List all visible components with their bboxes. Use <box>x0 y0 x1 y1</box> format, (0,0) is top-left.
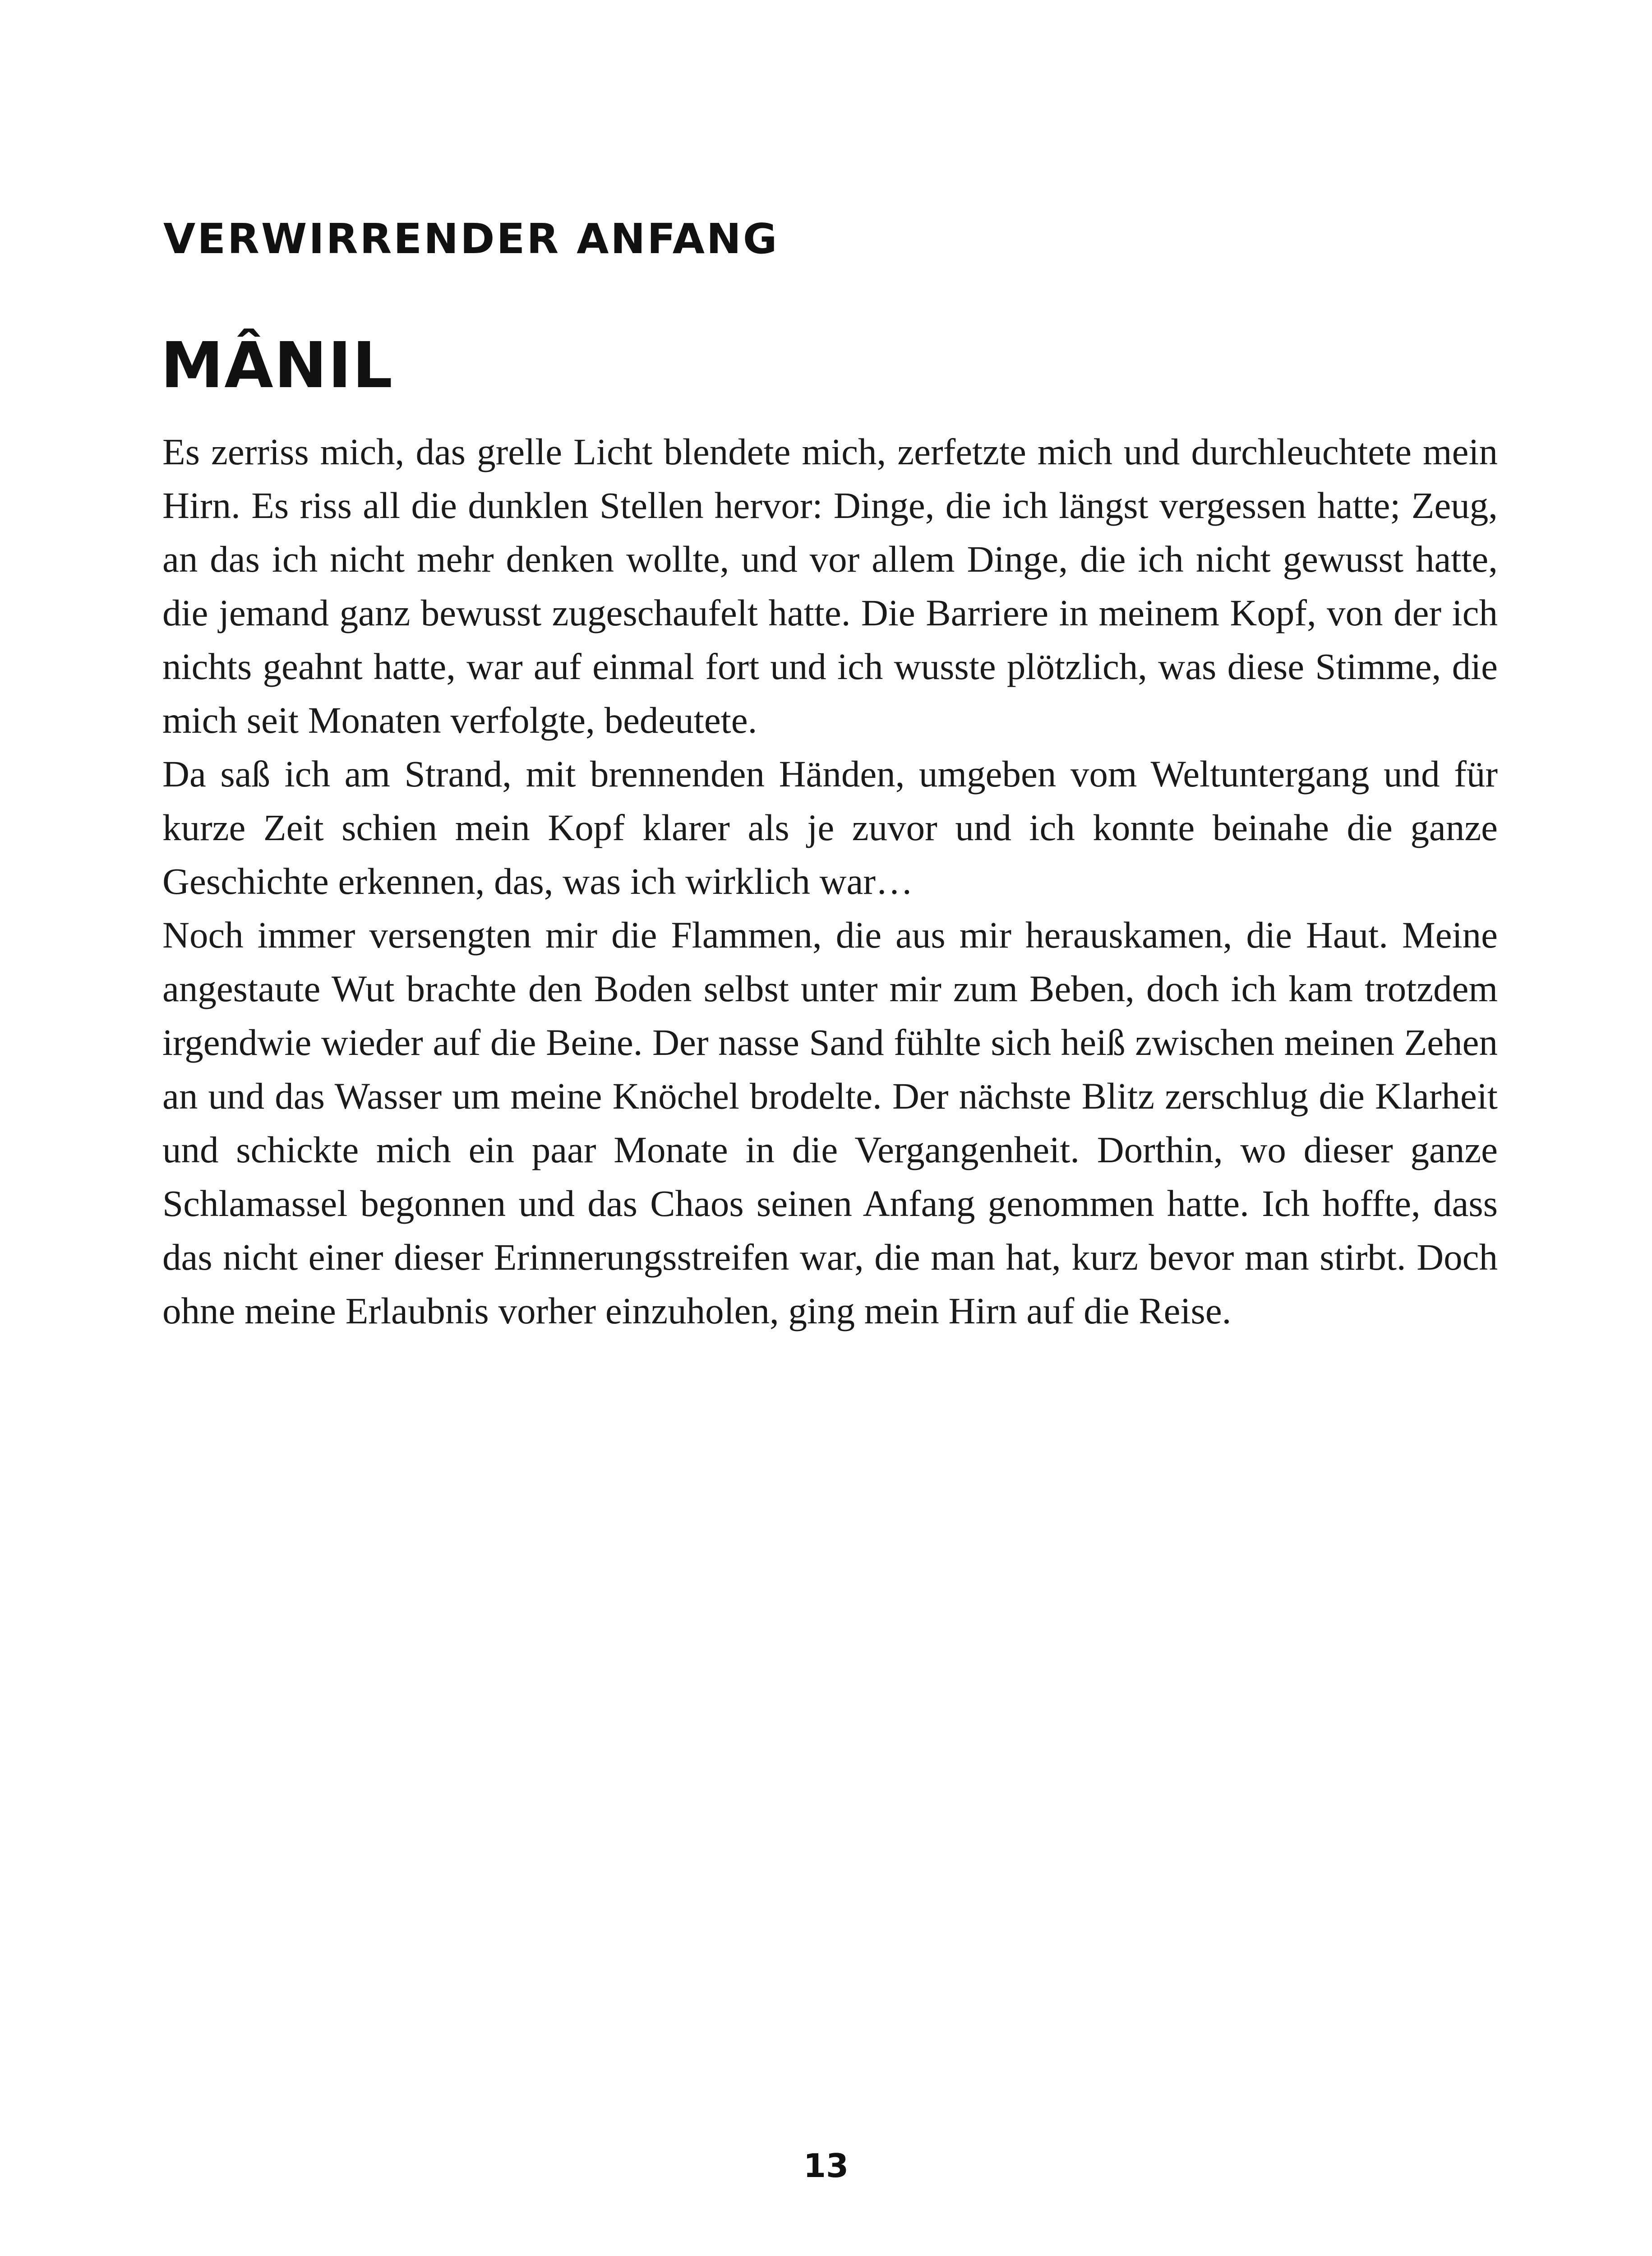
body-text <box>162 425 1498 1338</box>
paragraph: Noch immer versengten mir die Flammen, die aus mir herauskamen, die Haut. Meine angestaute Wut brachte den Boden selbst unter mir zum Beben, doch ich kam trotzdem irgendwie wieder auf die Beine. Der nasse Sand fühlte sich heiß zwischen meinen Zehen an und das Wasser um meine Knöchel brodelte. Der nächste Blitz zerschlug die Klarheit und schickte mich ein paar Monate in die Vergangenheit. Dorthin, wo dieser ganze Schlamassel begonnen und das Chaos seinen Anfang genommen hatte. Ich hoffte, dass das nicht einer dieser Erinnerungsstreifen war, die man hat, kurz bevor man stirbt. Doch ohne meine Erlaubnis vorher einzuholen, ging mein Hirn auf die Reise. <box>162 914 1498 1331</box>
chapter-heading: VERWIRRENDER ANFANG <box>163 215 779 263</box>
page-number: 13 <box>803 2147 849 2185</box>
paragraph: Da saß ich am Strand, mit brennenden Händen, umgeben vom Weltuntergang und für kurze Zeit schien mein Kopf klarer als je zuvor und ich konnte beinahe die ganze Geschichte erkennen, das, was ich wirklich war… <box>162 753 1498 902</box>
paragraph: Es zerriss mich, das grelle Licht blendete mich, zerfetzte mich und durchleuchtete mein Hirn. Es riss all die dunklen Stellen hervor: Dinge, die ich längst vergessen hatte; Zeug, an das ich nicht mehr denken wollte, und vor allem Dinge, die ich nicht gewusst hatte, die jemand ganz bewusst zugeschaufelt hatte. Die Barriere in meinem Kopf, von der ich nichts geahnt hatte, war auf einmal fort und ich wusste plötzlich, was diese Stimme, die mich seit Monaten verfolgte, bedeutete. <box>162 431 1498 741</box>
character-name-heading: MÂNIL <box>161 329 394 402</box>
